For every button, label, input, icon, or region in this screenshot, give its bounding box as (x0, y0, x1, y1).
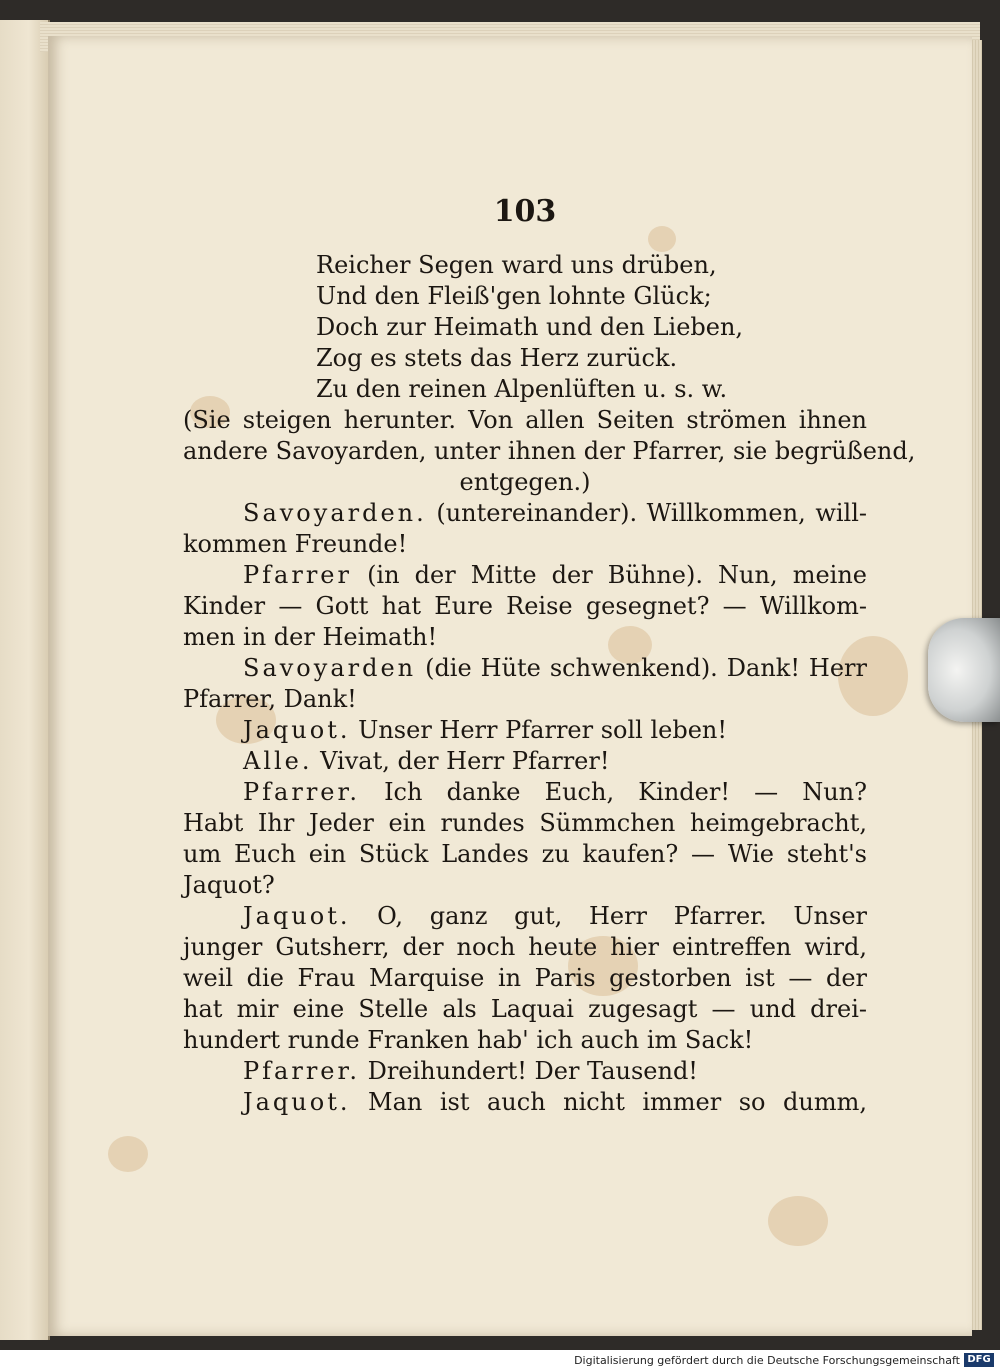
verse-line: Und den Fleiß'gen lohnte Glück; (316, 282, 712, 310)
dialogue-line: um Euch ein Stück Landes zu kaufen? — Wie steht's (183, 840, 867, 868)
verse-line: Reicher Segen ward uns drüben, (316, 251, 717, 279)
dialogue-line: Kinder — Gott hat Eure Reise gesegnet? — Willkom- (183, 592, 867, 620)
speaker-name: Pfarrer. (243, 778, 360, 806)
dialogue-line (183, 746, 867, 777)
dialogue-line (183, 560, 867, 591)
foxing-spot (108, 1136, 148, 1172)
dialogue-line: junger Gutsherr, der noch heute hier eintreffen wird, (183, 933, 867, 961)
dialogue-line: Habt Ihr Jeder ein rundes Sümmchen heimgebracht, (183, 809, 867, 837)
page-clip (928, 618, 1000, 722)
dialogue-line (183, 1087, 867, 1118)
speaker-name: Savoyarden. (243, 499, 427, 527)
dialogue-line: Jaquot? (183, 871, 275, 899)
dialogue-line (183, 498, 867, 529)
foxing-spot (768, 1196, 828, 1246)
speaker-name: Jaquot. (243, 902, 351, 930)
footer-credit: Digitalisierung gefördert durch die Deutsche Forschungsgemeinschaft (574, 1354, 960, 1367)
dialogue-text: Unser Herr Pfarrer soll leben! (350, 716, 728, 744)
dialogue-text: Vivat, der Herr Pfarrer! (312, 747, 610, 775)
stage-direction-line: (Sie steigen herunter. Von allen Seiten strömen ihnen (183, 406, 867, 434)
dialogue-line (183, 715, 867, 746)
dialogue-line: Pfarrer, Dank! (183, 685, 357, 713)
dialogue-text: Dreihundert! Der Tausend! (359, 1057, 698, 1085)
verse-line: Doch zur Heimath und den Lieben, (316, 313, 744, 341)
dialogue-line: hat mir eine Stelle als Laquai zugesagt — und drei- (183, 995, 867, 1023)
speaker-name: Alle. (243, 747, 313, 775)
dialogue-text: (untereinander). Willkommen, will- (426, 499, 867, 527)
dialogue-text: Man ist auch nicht immer so dumm, (350, 1088, 867, 1116)
speaker-name: Pfarrer. (243, 1057, 360, 1085)
dialogue-line (183, 901, 867, 932)
speaker-name: Savoyarden (243, 654, 417, 682)
verse-line: Zu den reinen Alpenlüften u. s. w. (316, 375, 728, 403)
dfg-logo: DFG (964, 1353, 994, 1367)
verse-line: Zog es stets das Herz zurück. (316, 344, 678, 372)
dialogue-line (183, 777, 867, 808)
stage-direction-line: entgegen.) (459, 468, 591, 496)
digitization-footer (0, 1350, 1000, 1371)
dialogue-text: O, ganz gut, Herr Pfarrer. Unser (350, 902, 867, 930)
stage-direction-line: andere Savoyarden, unter ihnen der Pfarrer, sie begrüßend, (183, 437, 916, 465)
dialogue-line: men in der Heimath! (183, 623, 438, 651)
speaker-name: Pfarrer (243, 561, 352, 589)
dialogue-line (183, 1056, 867, 1087)
dialogue-line: hundert runde Franken hab' ich auch im Sack! (183, 1026, 754, 1054)
speaker-name: Jaquot. (243, 1088, 351, 1116)
left-page-edge (0, 20, 50, 1340)
dialogue-line: weil die Frau Marquise in Paris gestorben ist — der (183, 964, 867, 992)
dialogue-text: Ich danke Euch, Kinder! — Nun? (359, 778, 867, 806)
dialogue-line: kommen Freunde! (183, 530, 408, 558)
dialogue-line (183, 653, 867, 684)
dialogue-text: (die Hüte schwenkend). Dank! Herr (416, 654, 867, 682)
speaker-name: Jaquot. (243, 716, 351, 744)
page-text (183, 190, 916, 1118)
page-number: 103 (493, 194, 557, 229)
dialogue-text: (in der Mitte der Bühne). Nun, meine (351, 561, 867, 589)
